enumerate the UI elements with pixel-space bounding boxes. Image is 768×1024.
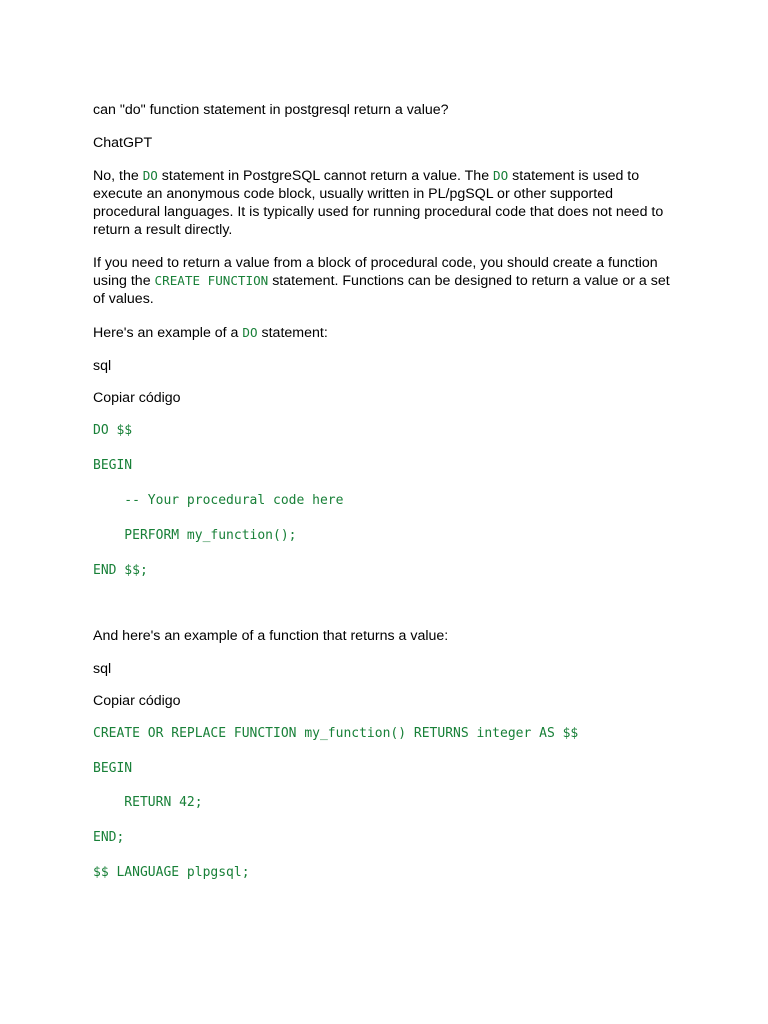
code-block-1 (93, 422, 683, 580)
question-text: can "do" function statement in postgresql return a value? (93, 102, 449, 118)
copy-code-button[interactable]: Copiar código (93, 693, 181, 709)
inline-code: DO (142, 168, 158, 183)
text-run: statement in PostgreSQL cannot return a value. The (157, 168, 494, 184)
copy-code-button[interactable]: Copiar código (93, 390, 181, 406)
document-page (93, 101, 683, 882)
text-run: No, the (93, 168, 143, 184)
code-line: RETURN 42; (93, 795, 203, 810)
code-language-label: sql (93, 358, 112, 374)
code-line: $$ LANGUAGE plpgsql; (93, 865, 250, 880)
code-line: PERFORM my_function(); (93, 528, 297, 543)
code-block-2 (93, 725, 683, 882)
author-label: ChatGPT (93, 135, 153, 151)
code-line: BEGIN (93, 761, 133, 776)
text-run: statement: (257, 325, 328, 341)
code-line: -- Your procedural code here (93, 493, 344, 508)
code-line: END $$; (93, 563, 148, 578)
text-run: If you need to return a value from a block of procedural code, you should create a function using the (93, 255, 658, 289)
answer-paragraph-4: And here's an example of a function that returns a value: (93, 628, 449, 644)
inline-code: DO (493, 168, 509, 183)
code-line: CREATE OR REPLACE FUNCTION my_function() RETURNS integer AS $$ (93, 726, 579, 741)
text-run: statement is used to execute an anonymous code block, usually written in PL/pgSQL or other supported procedural languages. It is typically used for running procedural code that does not need to return a result directly. (93, 168, 664, 238)
code-line: DO $$ (93, 423, 133, 438)
code-language-label: sql (93, 661, 112, 677)
text-run: statement. Functions can be designed to return a value or a set of values. (93, 273, 670, 307)
code-line: END; (93, 830, 125, 845)
answer-paragraph-3 (93, 324, 683, 342)
answer-paragraph-1 (93, 167, 683, 239)
text-run: Here's an example of a (93, 325, 243, 341)
inline-code: CREATE FUNCTION (154, 273, 269, 288)
inline-code: DO (242, 325, 258, 340)
code-line: BEGIN (93, 458, 133, 473)
answer-paragraph-2 (93, 254, 683, 308)
